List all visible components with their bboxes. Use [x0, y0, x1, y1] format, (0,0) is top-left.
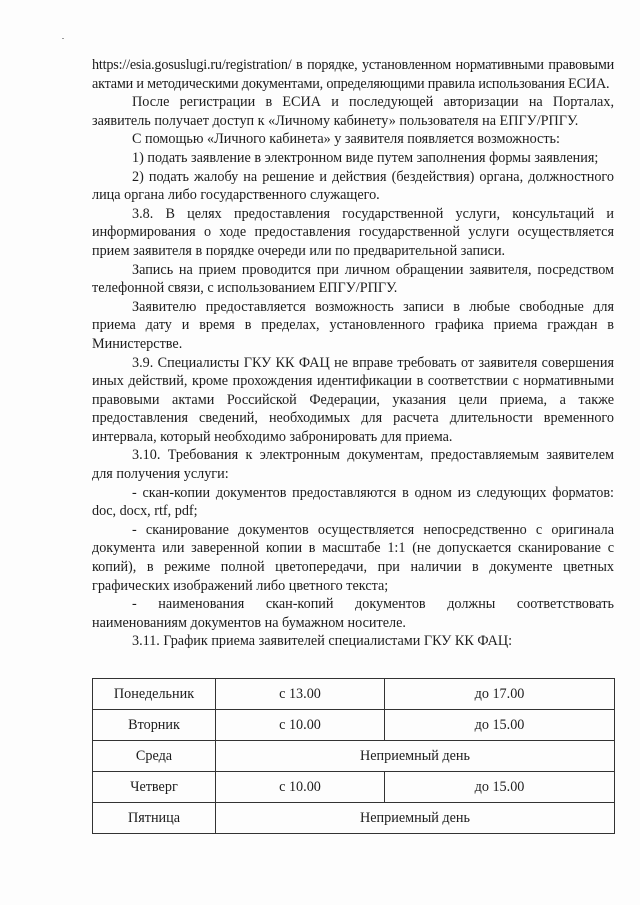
schedule-from: с 10.00	[216, 772, 385, 803]
paragraph-3-10: 3.10. Требования к электронным документам, предоставляемым заявителем для получения услуги:	[92, 447, 614, 483]
paragraph-naming: - наименования скан-копий документов должны соответствовать наименованиям документов на бумажном носителе.	[92, 596, 614, 631]
paragraph-appointment: Запись на прием проводится при личном обращении заявителя, посредством телефонной связи, с использованием ЕПГУ/РПГУ.	[92, 261, 614, 297]
paragraph-booking: Заявителю предоставляется возможность записи в любые свободные для приема дату и время в пределах, установленного графика приема граждан в Министерстве.	[92, 298, 614, 352]
table-row	[93, 710, 615, 741]
paragraph-item-2: 2) подать жалобу на решение и действия (бездействия) органа, должностного лица органа либо государственного служащего.	[92, 168, 614, 204]
schedule-to: до 17.00	[385, 679, 615, 710]
schedule-day: Пятница	[93, 803, 216, 834]
schedule-closed: Неприемный день	[216, 741, 615, 772]
paragraph-scanning: - сканирование документов осуществляется непосредственно с оригинала документа или заверенной копии в масштабе 1:1 (не допускается сканирование с копий), в режиме полной цветопередачи, при наличии в документе цветных графических изображений либо цветного текста;	[92, 521, 614, 594]
paragraph-item-1: 1) подать заявление в электронном виде путем заполнения формы заявления;	[132, 149, 599, 166]
scan-mark	[62, 38, 64, 39]
paragraph-registration: После регистрации в ЕСИА и последующей авторизации на Порталах, заявитель получает доступ к «Личному кабинету» пользователя на ЕПГУ/РПГУ.	[92, 94, 614, 129]
paragraph-3-8: 3.8. В целях предоставления государственной услуги, консультаций и информирования о ходе предоставления государственной услуги осуществляется прием заявителя в порядке очереди или по предварительной записи.	[92, 205, 614, 259]
paragraph-cabinet-intro: С помощью «Личного кабинета» у заявителя появляется возможность:	[132, 131, 560, 148]
schedule-closed: Неприемный день	[216, 803, 615, 834]
schedule-to: до 15.00	[385, 772, 615, 803]
document-body	[92, 56, 614, 651]
schedule-to: до 15.00	[385, 710, 615, 741]
table-row	[93, 772, 615, 803]
schedule-from: с 10.00	[216, 710, 385, 741]
table-row	[93, 803, 615, 834]
schedule-day: Вторник	[93, 710, 216, 741]
paragraph-formats: - скан-копии документов предоставляются в одном из следующих форматов: doc, docx, rtf, pdf;	[92, 484, 614, 520]
schedule-table	[92, 678, 615, 834]
table-row	[93, 679, 615, 710]
paragraph-esia-url: https://esia.gosuslugi.ru/registration/ в порядке, установленном нормативными правовыми актами и методическими документами, определяющими правила использования ЕСИА.	[92, 57, 614, 92]
schedule-day: Четверг	[93, 772, 216, 803]
paragraph-3-9: 3.9. Специалисты ГКУ КК ФАЦ не вправе требовать от заявителя совершения иных действий, кроме прохождения идентификации в соответствии с нормативными правовыми актами Российской Федерации, указания цели приема, а также предоставления сведений, необходимых для расчета длительности временного интервала, который необходимо забронировать для приема.	[92, 354, 614, 445]
table-row	[93, 741, 615, 772]
schedule-day: Среда	[93, 741, 216, 772]
schedule-from: с 13.00	[216, 679, 385, 710]
paragraph-3-11: 3.11. График приема заявителей специалистами ГКУ КК ФАЦ:	[132, 633, 513, 650]
schedule-day: Понедельник	[93, 679, 216, 710]
